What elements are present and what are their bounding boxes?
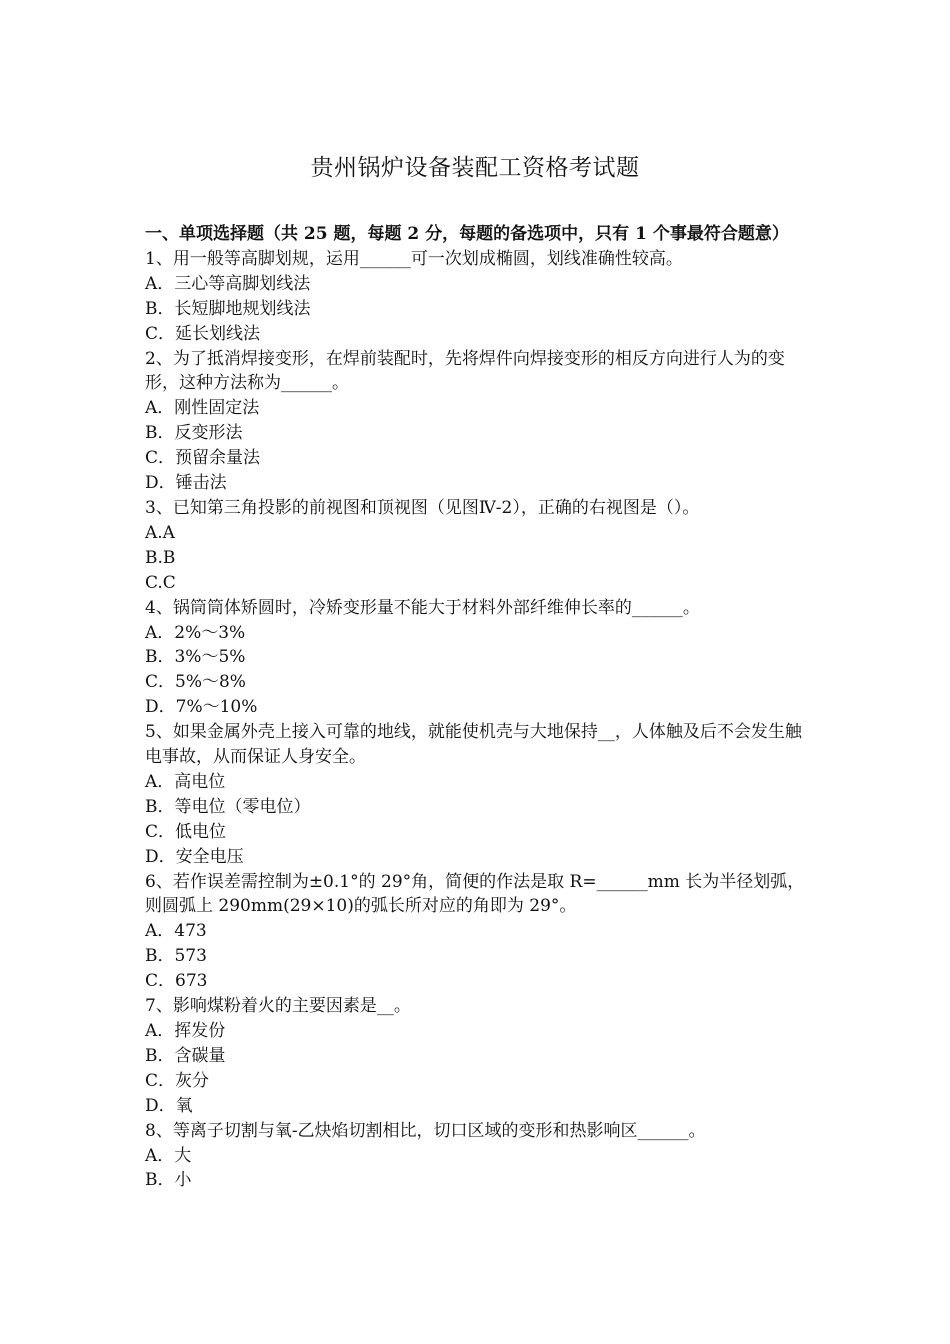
option-b: B.B [145, 547, 176, 568]
option-b: B．573 [145, 946, 207, 967]
document-body [145, 222, 810, 1193]
question-stem: 6、若作误差需控制为±0.1°的 29°角，简便的作法是取 R=______mm 长为半径划弧，则圆弧上 290mm(29×10)的弧长所对应的角即为 29°。 [145, 871, 805, 917]
option-b: B．长短脚地规划线法 [145, 298, 311, 319]
option-a: A．高电位 [145, 771, 226, 792]
option-a: A．刚性固定法 [145, 398, 260, 419]
document-title: 贵州锅炉设备装配工资格考试题 [310, 155, 640, 181]
question-1 [145, 247, 810, 347]
option-a: A．2%～3% [145, 622, 246, 643]
question-stem: 2、为了抵消焊接变形，在焊前装配时，先将焊件向焊接变形的相反方向进行人为的变形，这种方法称为______。 [145, 348, 785, 394]
question-stem: 7、影响煤粉着火的主要因素是__。 [145, 996, 411, 1017]
option-c: C.C [145, 572, 176, 593]
question-5 [145, 720, 810, 869]
option-d: D．锤击法 [145, 473, 227, 494]
option-a: A．挥发份 [145, 1021, 226, 1041]
option-d: D．安全电压 [145, 846, 244, 867]
option-b: B．含碳量 [145, 1045, 226, 1066]
option-d: D．7%～10% [145, 697, 258, 718]
option-c: C．5%～8% [145, 672, 246, 693]
question-3 [145, 496, 810, 596]
question-8 [145, 1119, 810, 1194]
option-a: A．三心等高脚划线法 [145, 273, 311, 294]
question-stem: 4、锅筒筒体矫圆时，冷矫变形量不能大于材料外部纤维伸长率的______。 [145, 597, 700, 618]
question-stem: 5、如果金属外壳上接入可靠的地线，就能使机壳与大地保持__，人体触及后不会发生触电事故，从而保证人身安全。 [145, 722, 802, 768]
option-b: B．3%～5% [145, 647, 246, 668]
option-b: B．小 [145, 1170, 192, 1191]
option-c: C．低电位 [145, 821, 227, 842]
option-a: A．473 [145, 921, 207, 942]
question-7 [145, 994, 810, 1119]
option-c: C．灰分 [145, 1070, 210, 1091]
option-a: A．大 [145, 1145, 192, 1166]
option-d: D．氧 [145, 1095, 193, 1116]
option-b: B．反变形法 [145, 423, 243, 444]
option-a: A.A [145, 522, 175, 543]
question-6 [145, 870, 810, 995]
question-4 [145, 596, 810, 721]
option-c: C．延长划线法 [145, 323, 261, 344]
option-c: C．673 [145, 971, 208, 992]
question-stem: 3、已知第三角投影的前视图和顶视图（见图Ⅳ-2），正确的右视图是（）。 [145, 497, 700, 518]
question-stem: 1、用一般等高脚划规，运用______可一次划成椭圆，划线准确性较高。 [145, 248, 683, 269]
option-b: B．等电位（零电位） [145, 796, 311, 817]
question-2 [145, 347, 810, 496]
option-c: C．预留余量法 [145, 448, 261, 469]
question-stem: 8、等离子切割与氧-乙炔焰切割相比，切口区域的变形和热影响区______。 [145, 1120, 706, 1141]
section-heading: 一、单项选择题（共 25 题，每题 2 分，每题的备选项中，只有 1 个事最符合题意） [145, 224, 789, 244]
